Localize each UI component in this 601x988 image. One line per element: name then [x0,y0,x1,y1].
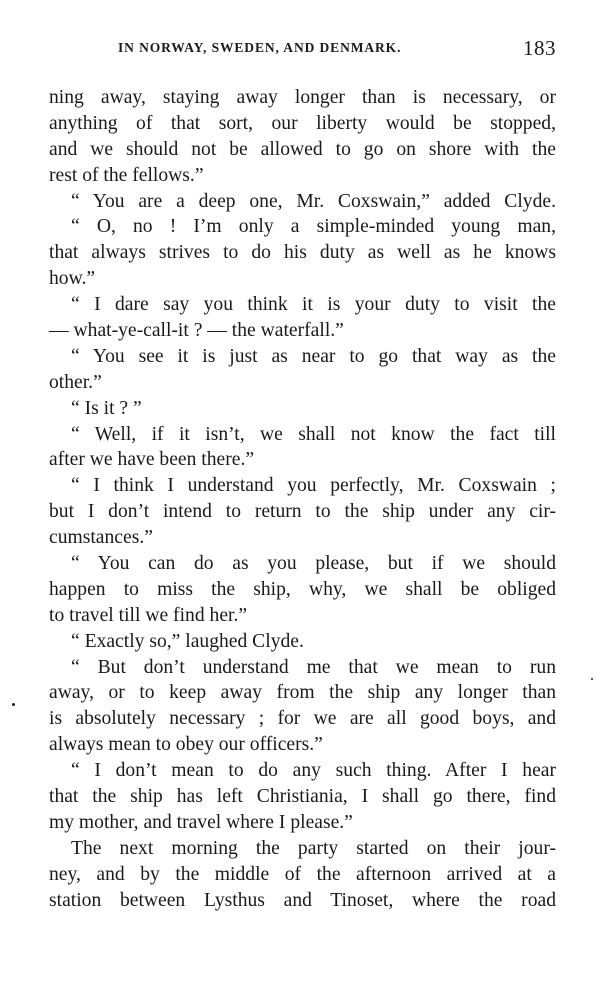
text-line: other.” [49,371,102,393]
text-line: away, or to keep away from the ship any longer than [49,682,556,704]
text-line: — what-ye-call-it ? — the waterfall.” [49,320,344,342]
text-line: anything of that sort, our liberty would be stopped, [49,112,556,134]
page-number: 183 [523,36,556,60]
text-line: happen to miss the ship, why, we shall be obliged [49,578,556,600]
text-line: always mean to obey our officers.” [49,734,323,756]
text-line: “ O, no ! I’m only a simple-minded young man, [71,216,556,238]
text-line: ney, and by the middle of the afternoon arrived at a [49,863,556,885]
print-speck [12,703,15,706]
text-line: “ But don’t understand me that we mean to run [71,656,556,678]
text-line: is absolutely necessary ; for we are all good boys, and [49,708,556,730]
text-line: to travel till we find her.” [49,604,248,626]
print-speck [591,678,593,680]
text-line: “ You see it is just as near to go that way as the [71,345,556,367]
text-line: The next morning the party started on their jour- [71,837,556,859]
text-line: station between Lysthus and Tinoset, where the road [49,889,556,911]
body-text [49,85,556,914]
text-line: “ Well, if it isn’t, we shall not know the fact till [71,423,556,445]
text-line: how.” [49,268,96,290]
text-line: ning away, staying away longer than is necessary, or [49,87,556,108]
text-line: cumstances.” [49,527,153,549]
text-line: that the ship has left Christiania, I shall go there, find [49,786,556,808]
text-line: that always strives to do his duty as well as he knows [49,242,556,264]
running-head [118,38,558,64]
text-line: and we should not be allowed to go on shore with the [49,138,556,160]
text-line: “ I dare say you think it is your duty to visit the [71,294,556,316]
text-line: “ You are a deep one, Mr. Coxswain,” added Clyde. [71,190,556,212]
text-line: “ You can do as you please, but if we should [71,553,556,575]
text-line: “ I think I understand you perfectly, Mr. Coxswain ; [71,475,556,497]
text-line: after we have been there.” [49,449,255,471]
text-line: but I don’t intend to return to the ship under any cir- [49,501,556,523]
text-line: “ I don’t mean to do any such thing. After I hear [71,760,556,782]
text-line: “ Is it ? ” [71,397,142,419]
text-line: rest of the fellows.” [49,164,204,186]
running-title: IN NORWAY, SWEDEN, AND DENMARK. [118,40,402,55]
text-line: my mother, and travel where I please.” [49,811,353,833]
text-line: “ Exactly so,” laughed Clyde. [71,630,304,652]
